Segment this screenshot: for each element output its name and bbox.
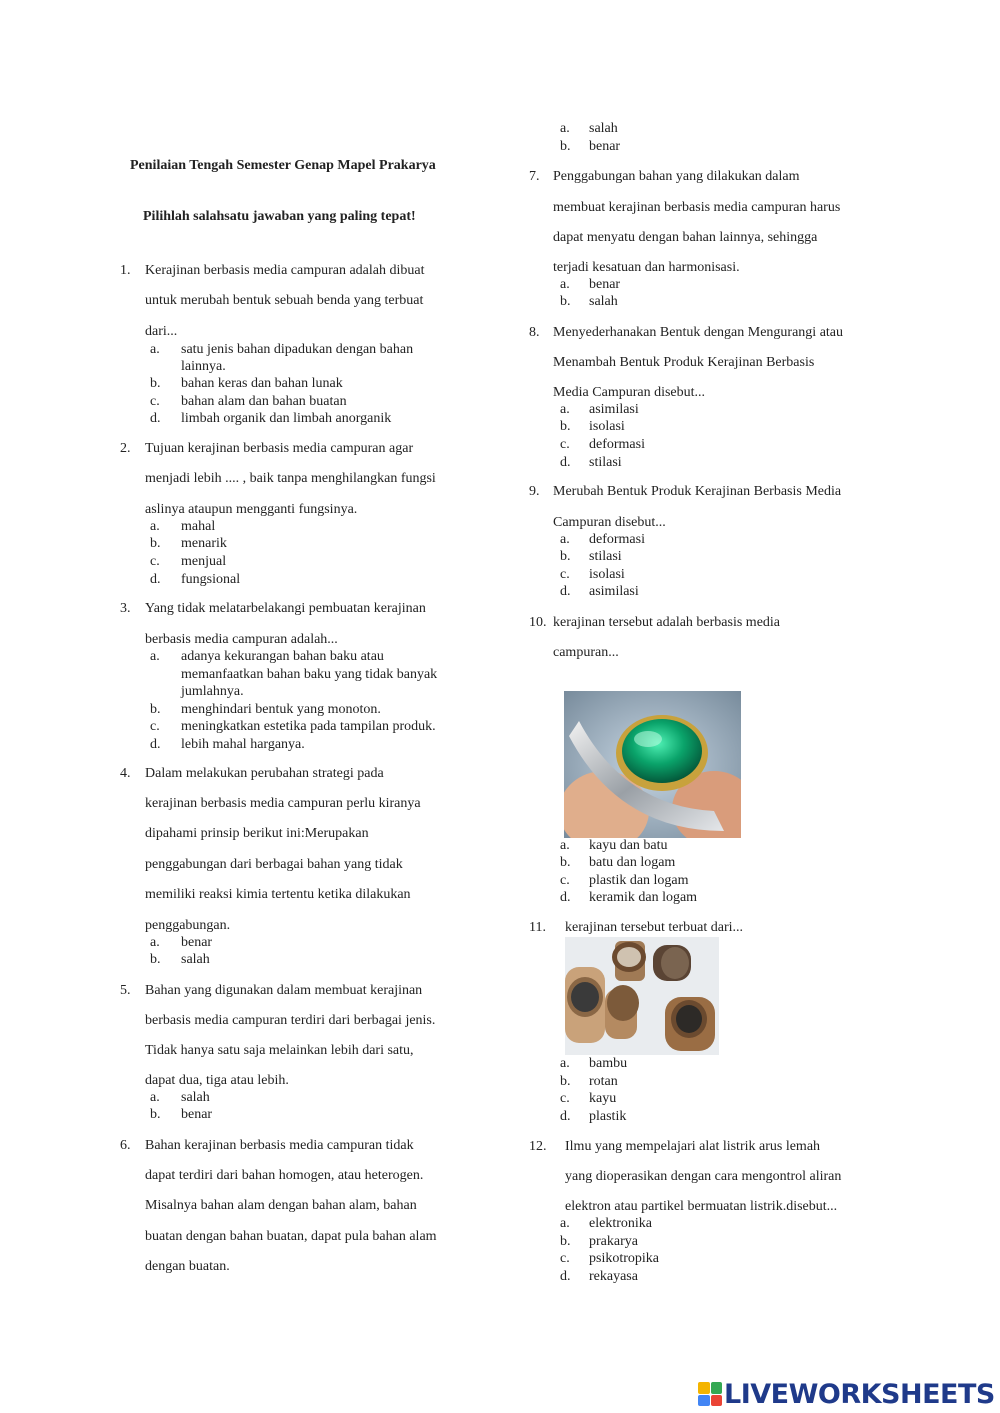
option-label: a. [560, 402, 570, 417]
question-number: 4. [120, 766, 131, 781]
option-label: c. [560, 1251, 570, 1266]
question-text: Merubah Bentuk Produk Kerajinan Berbasis Media [553, 484, 842, 499]
option-label: b. [560, 419, 571, 434]
question-text: dipahami prinsip berikut ini:Merupakan [145, 826, 369, 841]
instruction: Pilihlah salahsatu jawaban yang paling tepat! [143, 209, 416, 224]
option-label: a. [150, 935, 160, 950]
question-text: Penggabungan bahan yang dilakukan dalam [553, 169, 800, 184]
question-number: 8. [529, 325, 540, 340]
option-label: d. [560, 584, 571, 599]
option-label: a. [150, 649, 160, 664]
question-text: elektron atau partikel bermuatan listrik.disebut... [565, 1199, 838, 1214]
question-text: menjadi lebih .... , baik tanpa menghilangkan fungsi [145, 471, 436, 486]
question-number: 11. [529, 920, 546, 935]
option-label: d. [150, 737, 161, 752]
option-label: d. [150, 572, 161, 587]
option-label: c. [150, 394, 160, 409]
option-text[interactable]: rotan [589, 1074, 618, 1089]
option-text[interactable]: satu jenis bahan dipadukan dengan bahan [181, 342, 414, 357]
question-text: dengan buatan. [145, 1259, 230, 1274]
option-label: a. [150, 519, 160, 534]
question-text: Ilmu yang mempelajari alat listrik arus lemah [565, 1139, 821, 1154]
question-text: penggabungan dari berbagai bahan yang tidak [145, 857, 403, 872]
option-text[interactable]: mahal [181, 519, 216, 534]
option-text[interactable]: salah [181, 952, 210, 967]
wooden-watches-image [565, 937, 719, 1055]
question-text: dapat menyatu dengan bahan lainnya, sehingga [553, 230, 818, 245]
question-text: kerajinan tersebut adalah berbasis media [553, 615, 781, 630]
question-text: buatan dengan bahan buatan, dapat pula bahan alam [145, 1229, 437, 1244]
option-text[interactable]: jumlahnya. [181, 684, 244, 699]
question-text: kerajinan tersebut terbuat dari... [565, 920, 744, 935]
option-label: c. [560, 1091, 570, 1106]
option-label: c. [560, 873, 570, 888]
question-text: berbasis media campuran terdiri dari berbagai jenis. [145, 1013, 436, 1028]
option-text[interactable]: menarik [181, 536, 227, 551]
option-text[interactable]: deformasi [589, 532, 645, 547]
option-text[interactable]: kayu [589, 1091, 617, 1106]
watches-photo [565, 937, 719, 1055]
question-text: untuk merubah bentuk sebuah benda yang terbuat [145, 293, 424, 308]
question-text: Campuran disebut... [553, 515, 666, 530]
question-number: 1. [120, 263, 131, 278]
option-label: b. [150, 1107, 161, 1122]
question-number: 2. [120, 441, 131, 456]
option-label: a. [560, 1056, 570, 1071]
question-number: 9. [529, 484, 540, 499]
option-text[interactable]: isolasi [589, 419, 625, 434]
option-text[interactable]: bambu [589, 1056, 628, 1071]
question-number: 10. [529, 615, 547, 630]
option-text[interactable]: salah [589, 121, 618, 136]
question-text: terjadi kesatuan dan harmonisasi. [553, 260, 740, 275]
question-text: Tujuan kerajinan berbasis media campuran agar [145, 441, 414, 456]
question-text: membuat kerajinan berbasis media campuran harus [553, 200, 841, 215]
option-text[interactable]: psikotropika [589, 1251, 659, 1266]
option-text[interactable]: lebih mahal harganya. [181, 737, 305, 752]
question-text: campuran... [553, 645, 619, 660]
option-text[interactable]: bahan alam dan bahan buatan [181, 394, 347, 409]
question-text: penggabungan. [145, 918, 231, 933]
option-label: b. [150, 536, 161, 551]
option-text[interactable]: deformasi [589, 437, 645, 452]
option-label: c. [560, 567, 570, 582]
option-text[interactable]: plastik dan logam [589, 873, 689, 888]
option-text[interactable]: stilasi [589, 455, 622, 470]
question-text: yang dioperasikan dengan cara mengontrol aliran [565, 1169, 842, 1184]
option-text[interactable]: benar [181, 1107, 213, 1122]
option-label: a. [560, 121, 570, 136]
option-text[interactable]: adanya kekurangan bahan baku atau [181, 649, 384, 664]
option-text[interactable]: meningkatkan estetika pada tampilan produk. [181, 719, 436, 734]
question-text: Yang tidak melatarbelakangi pembuatan kerajinan [145, 601, 426, 616]
page-title: Penilaian Tengah Semester Genap Mapel Prakarya [130, 158, 436, 173]
question-text: dapat dua, tiga atau lebih. [145, 1073, 289, 1088]
ring-photo [564, 691, 741, 838]
option-label: d. [560, 890, 571, 905]
question-text: memiliki reaksi kimia tertentu ketika dilakukan [145, 887, 411, 902]
question-text: Bahan kerajinan berbasis media campuran tidak [145, 1138, 414, 1153]
option-text[interactable]: fungsional [181, 572, 241, 587]
option-label: c. [150, 554, 160, 569]
question-text: dapat terdiri dari bahan homogen, atau heterogen. [145, 1168, 424, 1183]
question-text: dari... [145, 324, 178, 339]
option-label: d. [560, 455, 571, 470]
option-label: b. [150, 702, 161, 717]
question-text: berbasis media campuran adalah... [145, 632, 338, 647]
option-label: b. [560, 1234, 571, 1249]
question-text: Kerajinan berbasis media campuran adalah dibuat [145, 263, 425, 278]
liveworksheets-logo[interactable] [698, 1376, 998, 1412]
question-number: 12. [529, 1139, 547, 1154]
option-text[interactable]: bahan keras dan bahan lunak [181, 376, 343, 391]
option-label: d. [150, 411, 161, 426]
option-text[interactable]: kayu dan batu [589, 838, 668, 853]
option-text[interactable]: menghindari bentuk yang monoton. [181, 702, 381, 717]
brand-name: LIVEWORKSHEETS [724, 1378, 995, 1410]
option-label: b. [150, 952, 161, 967]
question-text: Menyederhanakan Bentuk dengan Mengurangi atau [553, 325, 844, 340]
option-label: b. [560, 1074, 571, 1089]
option-label: c. [560, 437, 570, 452]
question-text: aslinya ataupun mengganti fungsinya. [145, 502, 358, 517]
option-label: d. [560, 1109, 571, 1124]
option-label: c. [150, 719, 160, 734]
option-label: b. [150, 376, 161, 391]
option-text[interactable]: asimilasi [589, 402, 639, 417]
option-text[interactable]: keramik dan logam [589, 890, 698, 905]
question-text: Misalnya bahan alam dengan bahan alam, bahan [145, 1198, 417, 1213]
question-text: Menambah Bentuk Produk Kerajinan Berbasis [553, 355, 815, 370]
option-text[interactable]: stilasi [589, 549, 622, 564]
option-text[interactable]: salah [589, 294, 618, 309]
option-label: a. [150, 342, 160, 357]
option-text[interactable]: benar [589, 139, 621, 154]
option-label: a. [560, 277, 570, 292]
option-label: b. [560, 294, 571, 309]
option-label: b. [560, 549, 571, 564]
option-text[interactable]: menjual [181, 554, 227, 569]
question-number: 5. [120, 983, 131, 998]
option-text[interactable]: elektronika [589, 1216, 652, 1231]
question-text: Dalam melakukan perubahan strategi pada [145, 766, 384, 781]
option-label: a. [150, 1090, 160, 1105]
question-text: Tidak hanya satu saja melainkan lebih dari satu, [145, 1043, 414, 1058]
option-label: d. [560, 1269, 571, 1284]
liveworksheets-icon [698, 1382, 722, 1406]
option-text[interactable]: rekayasa [589, 1269, 638, 1284]
option-text[interactable]: benar [589, 277, 621, 292]
ring-image [564, 691, 741, 838]
option-text[interactable]: asimilasi [589, 584, 639, 599]
option-text[interactable]: lainnya. [181, 359, 226, 374]
option-label: b. [560, 855, 571, 870]
option-text[interactable]: salah [181, 1090, 210, 1105]
option-label: b. [560, 139, 571, 154]
question-text: kerajinan berbasis media campuran perlu kiranya [145, 796, 421, 811]
option-text[interactable]: isolasi [589, 567, 625, 582]
option-label: a. [560, 838, 570, 853]
option-text[interactable]: limbah organik dan limbah anorganik [181, 411, 392, 426]
question-number: 3. [120, 601, 131, 616]
question-text: Media Campuran disebut... [553, 385, 706, 400]
option-text[interactable]: batu dan logam [589, 855, 676, 870]
option-text[interactable]: memanfaatkan bahan baku yang tidak banyak [181, 667, 438, 682]
question-text: Bahan yang digunakan dalam membuat kerajinan [145, 983, 423, 998]
option-label: a. [560, 532, 570, 547]
option-label: a. [560, 1216, 570, 1231]
option-text[interactable]: prakarya [589, 1234, 638, 1249]
option-text[interactable]: plastik [589, 1109, 627, 1124]
question-number: 7. [529, 169, 540, 184]
question-number: 6. [120, 1138, 131, 1153]
option-text[interactable]: benar [181, 935, 213, 950]
